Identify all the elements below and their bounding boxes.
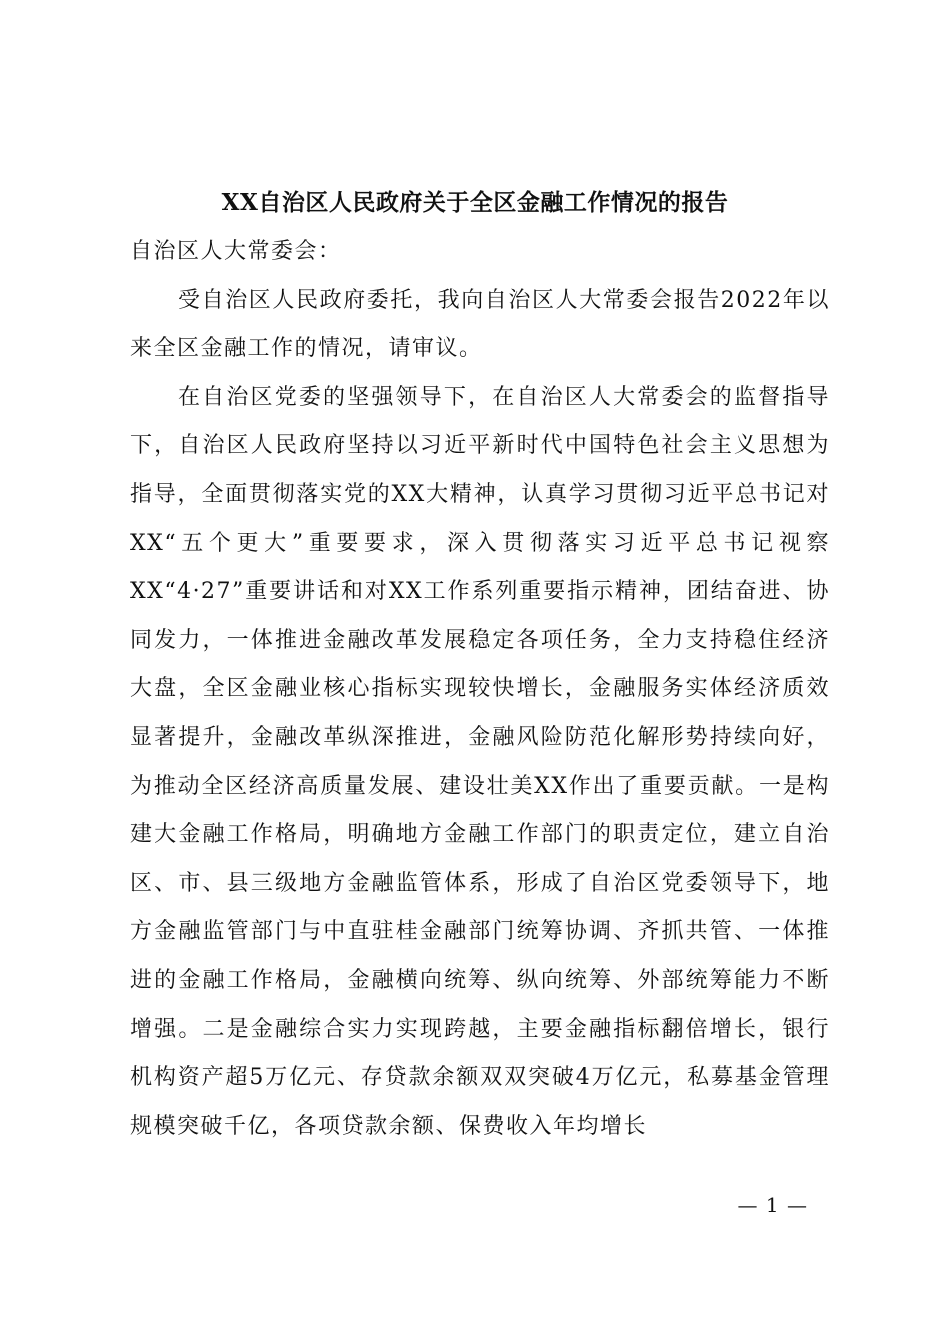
salutation: 自治区人大常委会： — [130, 239, 342, 264]
paragraph-2: 在自治区党委的坚强领导下，在自治区人大常委会的监督指导下，自治区人民政府坚持以习近平新时代中国特色社会主义思想为指导，全面贯彻落实党的XX大精神，认真学习贯彻习近平总书记对XX“五个更大”重要要求，深入贯彻落实习近平总书记视察XX“4·27”重要讲话和对XX工作系列重要指示精神，团结奋进、协同发力，一体推进金融改革发展稳定各项任务，全力支持稳住经济大盘，全区金融业核心指标实现较快增长，金融服务实体经济质效显著提升，金融改革纵深推进，金融风险防范化解形势持续向好，为推动全区经济高质量发展、建设壮美XX作出了重要贡献。一是构建大金融工作格局，明确地方金融工作部门的职责定位，建立自治区、市、县三级地方金融监管体系，形成了自治区党委领导下，地方金融监管部门与中直驻桂金融部门统筹协调、齐抓共管、一体推进的金融工作格局，金融横向统筹、纵向统筹、外部统筹能力不断增强。二是金融综合实力实现跨越，主要金融指标翻倍增长，银行机构资产超5万亿元、存贷款余额双双突破4万亿元，私募基金管理规模突破千亿，各项贷款余额、保费收入年均增长 — [130, 384, 830, 1139]
page-number: — 1 — — [737, 1193, 808, 1217]
document-title: XX自治区人民政府关于全区金融工作情况的报告 — [221, 189, 729, 216]
paragraph-1: 受自治区人民政府委托，我向自治区人大常委会报告2022年以来全区金融工作的情况，请审议。 — [130, 287, 830, 362]
document-body — [130, 228, 830, 1151]
